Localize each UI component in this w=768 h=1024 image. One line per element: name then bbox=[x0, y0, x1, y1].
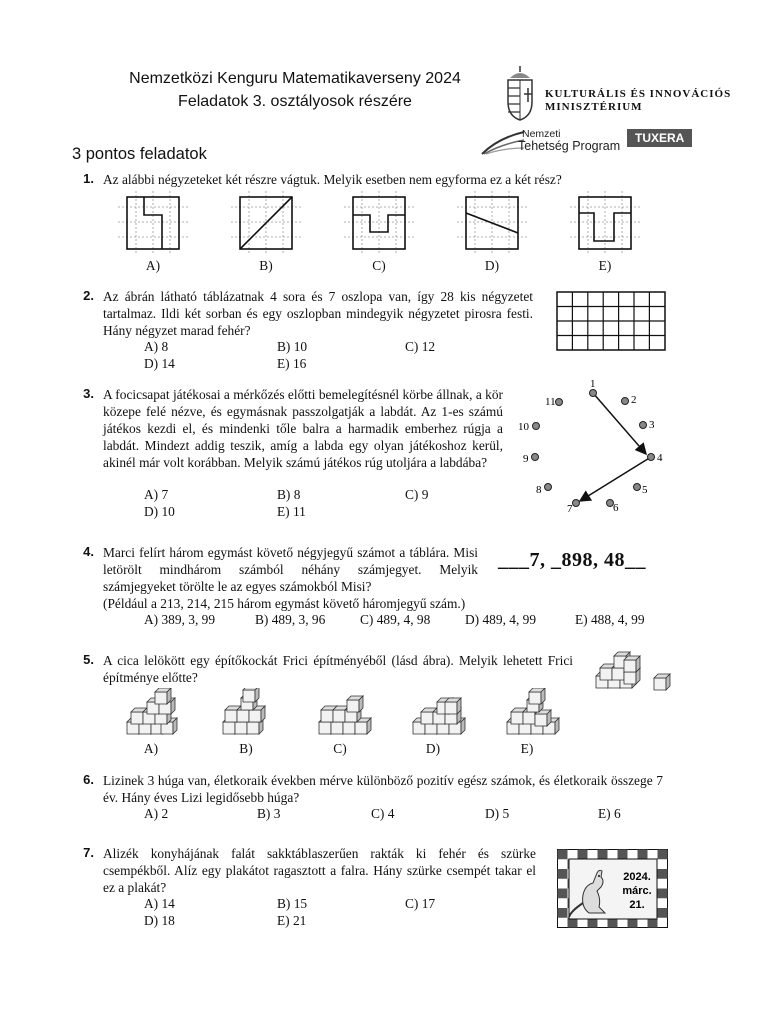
q4-board-numbers: ___7, _898, 48__ bbox=[498, 549, 646, 571]
q1-label-e: E) bbox=[598, 258, 612, 273]
q3-player-3 bbox=[640, 419, 656, 431]
svg-text:5: 5 bbox=[642, 484, 648, 496]
q6-option-c: C) 4 bbox=[371, 806, 395, 821]
q5-label-e: E) bbox=[520, 741, 534, 756]
q7-gray-tile bbox=[558, 850, 568, 860]
q3-player-4 bbox=[648, 452, 664, 464]
q1-label-c: C) bbox=[372, 258, 386, 273]
q4-example: (Például a 213, 214, 215 három egymást követő háromjegyű szám.) bbox=[103, 596, 466, 611]
q1-label-a: A) bbox=[145, 258, 161, 273]
q6-option-a: A) 2 bbox=[144, 806, 169, 821]
q6-number: 6. bbox=[83, 772, 94, 787]
q1-square-d bbox=[457, 191, 527, 253]
q7-gray-tile bbox=[558, 869, 568, 879]
q7-poster-year: 2024. bbox=[623, 871, 651, 883]
q5-building-c bbox=[319, 696, 371, 734]
q3-text: A focicsapat játékosai a mérkőzés előtti bemelegítésnél körbe állnak, a kör közepe felé nézve, és egymásnak passzolgatják a labdát. Az 1-es számú játékos kezdi el, és mindenki tőle balra a harmadik emberhez rúgja a labdát. Mindezt addig teszik, amíg a labda egy olyan játékoshoz kerül, akinél már volt korábban. Melyik számú játékos rúg utoljára a labdába? bbox=[103, 387, 503, 470]
q3-player-8 bbox=[536, 484, 552, 497]
q6-option-b: B) 3 bbox=[257, 806, 281, 821]
q3-option-c: C) 9 bbox=[405, 487, 429, 502]
q1-square-a bbox=[118, 191, 188, 253]
q3-player-2 bbox=[622, 394, 637, 406]
q7-option-b: B) 15 bbox=[277, 896, 308, 911]
coat-of-arms-icon bbox=[502, 66, 538, 122]
q5-label-a: A) bbox=[143, 741, 159, 756]
q6-option-e: E) 6 bbox=[598, 806, 621, 821]
q7-option-d: D) 18 bbox=[144, 913, 175, 928]
svg-text:2: 2 bbox=[631, 394, 637, 406]
q7-gray-tile bbox=[658, 889, 668, 899]
q3-player-7 bbox=[567, 500, 580, 516]
q5-building-b bbox=[223, 688, 265, 734]
q4-number: 4. bbox=[83, 544, 94, 559]
q5-label-c: C) bbox=[333, 741, 347, 756]
q3-player-11 bbox=[545, 396, 563, 408]
q3-player-9 bbox=[523, 453, 539, 465]
q5-label-b: B) bbox=[239, 741, 253, 756]
q5-building-after-figure bbox=[594, 650, 674, 692]
q3-pass-arrow-2 bbox=[580, 457, 651, 501]
q1-label-d: D) bbox=[484, 258, 500, 273]
q7-poster-month: márc. bbox=[622, 885, 652, 897]
q4-option-c: C) 489, 4, 98 bbox=[360, 612, 431, 627]
q7-gray-tile bbox=[558, 889, 568, 899]
q3-option-b: B) 8 bbox=[277, 487, 301, 502]
q4-option-e: E) 488, 4, 99 bbox=[575, 612, 645, 627]
q1-squares-figure bbox=[118, 191, 648, 253]
q7-option-e: E) 21 bbox=[277, 913, 307, 928]
q2-option-a: A) 8 bbox=[144, 339, 169, 354]
svg-text:3: 3 bbox=[649, 419, 655, 431]
q1-text: Az alábbi négyzeteket két részre vágtuk. Melyik esetben nem egyforma ez a két rész? bbox=[103, 172, 562, 187]
svg-text:11: 11 bbox=[545, 396, 556, 408]
header-title-line1: Nemzetközi Kenguru Matematikaverseny 2024 bbox=[129, 70, 461, 87]
q4-option-a: A) 389, 3, 99 bbox=[144, 612, 216, 627]
program-line1: Nemzeti bbox=[522, 128, 561, 140]
q2-number: 2. bbox=[83, 288, 94, 303]
svg-text:10: 10 bbox=[518, 421, 529, 433]
q5-options-figure bbox=[125, 688, 665, 738]
svg-text:8: 8 bbox=[536, 484, 542, 496]
q6-option-d: D) 5 bbox=[485, 806, 510, 821]
program-line2: Tehetség Program bbox=[518, 139, 621, 153]
q3-option-a: A) 7 bbox=[144, 487, 169, 502]
q2-option-d: D) 14 bbox=[144, 356, 175, 371]
q3-player-5 bbox=[634, 484, 649, 497]
q1-square-c bbox=[344, 191, 414, 253]
svg-text:9: 9 bbox=[523, 453, 529, 465]
q4-text: Marci felírt három egymást követő négyjegyű számot a táblára. Misi letörölt mindhárom számból néhány számjegyet. Melyik számjegyeket törölte le az egyes számokból Misi? bbox=[103, 545, 478, 594]
q5-number: 5. bbox=[83, 652, 94, 667]
q2-option-e: E) 16 bbox=[277, 356, 307, 371]
q3-option-d: D) 10 bbox=[144, 504, 175, 519]
q7-text: Alizék konyhájának falát sakktáblaszerűen rakták ki fehér és szürke csempékből. Alíz egy plakátot ragasztott a falra. Hány szürke csempét takar el ez a plakát? bbox=[103, 846, 536, 895]
q1-number: 1. bbox=[83, 171, 94, 186]
q7-gray-tile bbox=[658, 908, 668, 918]
q7-gray-tile bbox=[618, 850, 628, 860]
svg-text:6: 6 bbox=[613, 502, 619, 514]
q3-player-6 bbox=[607, 500, 620, 515]
q5-building-e bbox=[507, 688, 559, 734]
ministry-line1: KULTURÁLIS ÉS INNOVÁCIÓS bbox=[545, 88, 732, 100]
q7-gray-tile bbox=[578, 850, 588, 860]
q5-building-a bbox=[127, 688, 177, 734]
q2-option-b: B) 10 bbox=[277, 339, 308, 354]
section-title: 3 pontos feladatok bbox=[72, 145, 207, 163]
q2-option-c: C) 12 bbox=[405, 339, 436, 354]
q1-label-b: B) bbox=[259, 258, 273, 273]
q5-text: A cica lelökött egy építőkockát Frici építményéből (lásd ábra). Melyik lehetett Frici építménye előtte? bbox=[103, 653, 573, 685]
q3-players-circle-figure bbox=[515, 375, 670, 515]
q7-gray-tile bbox=[598, 850, 608, 860]
q2-text: Az ábrán látható táblázatnak 4 sora és 7 oszlopa van, így 28 kis négyzetet tartalmaz. Ildi két sorban és egy oszlopban mindegyik négyzetet pirosra festi. Hány négyzet marad fehér? bbox=[103, 289, 533, 338]
q3-pass-arrow-1 bbox=[593, 393, 646, 454]
q1-square-b bbox=[231, 191, 301, 253]
q5-building-d bbox=[413, 698, 465, 734]
q3-number: 3. bbox=[83, 386, 94, 401]
q7-gray-tile bbox=[638, 850, 648, 860]
q5-label-d: D) bbox=[425, 741, 441, 756]
q7-gray-tile bbox=[658, 869, 668, 879]
header-title-line2: Feladatok 3. osztályosok részére bbox=[178, 93, 412, 110]
q7-poster-day: 21. bbox=[629, 899, 645, 911]
svg-text:4: 4 bbox=[657, 452, 663, 464]
svg-text:7: 7 bbox=[567, 503, 573, 515]
ministry-line2: MINISZTÉRIUM bbox=[545, 101, 643, 113]
q6-text: Lizinek 3 húga van, életkoraik években mérve különböző pozitív egész számok, és életkoraik összege 7 év. Hány éves Lizi legidősebb húga? bbox=[103, 773, 663, 805]
q7-gray-tile bbox=[658, 850, 668, 860]
q7-gray-tile bbox=[558, 908, 568, 918]
q7-option-a: A) 14 bbox=[144, 896, 175, 911]
q7-option-c: C) 17 bbox=[405, 896, 436, 911]
sponsor-logo: TUXERA bbox=[627, 129, 692, 147]
q7-poster-figure bbox=[557, 849, 669, 929]
q3-player-1 bbox=[590, 378, 597, 397]
q1-square-e bbox=[570, 191, 640, 253]
q2-grid-figure bbox=[556, 291, 668, 353]
q4-option-b: B) 489, 3, 96 bbox=[255, 612, 326, 627]
q3-player-10 bbox=[518, 421, 540, 433]
q7-number: 7. bbox=[83, 845, 94, 860]
svg-text:1: 1 bbox=[590, 378, 596, 390]
q4-option-d: D) 489, 4, 99 bbox=[465, 612, 537, 627]
q3-option-e: E) 11 bbox=[277, 504, 306, 519]
